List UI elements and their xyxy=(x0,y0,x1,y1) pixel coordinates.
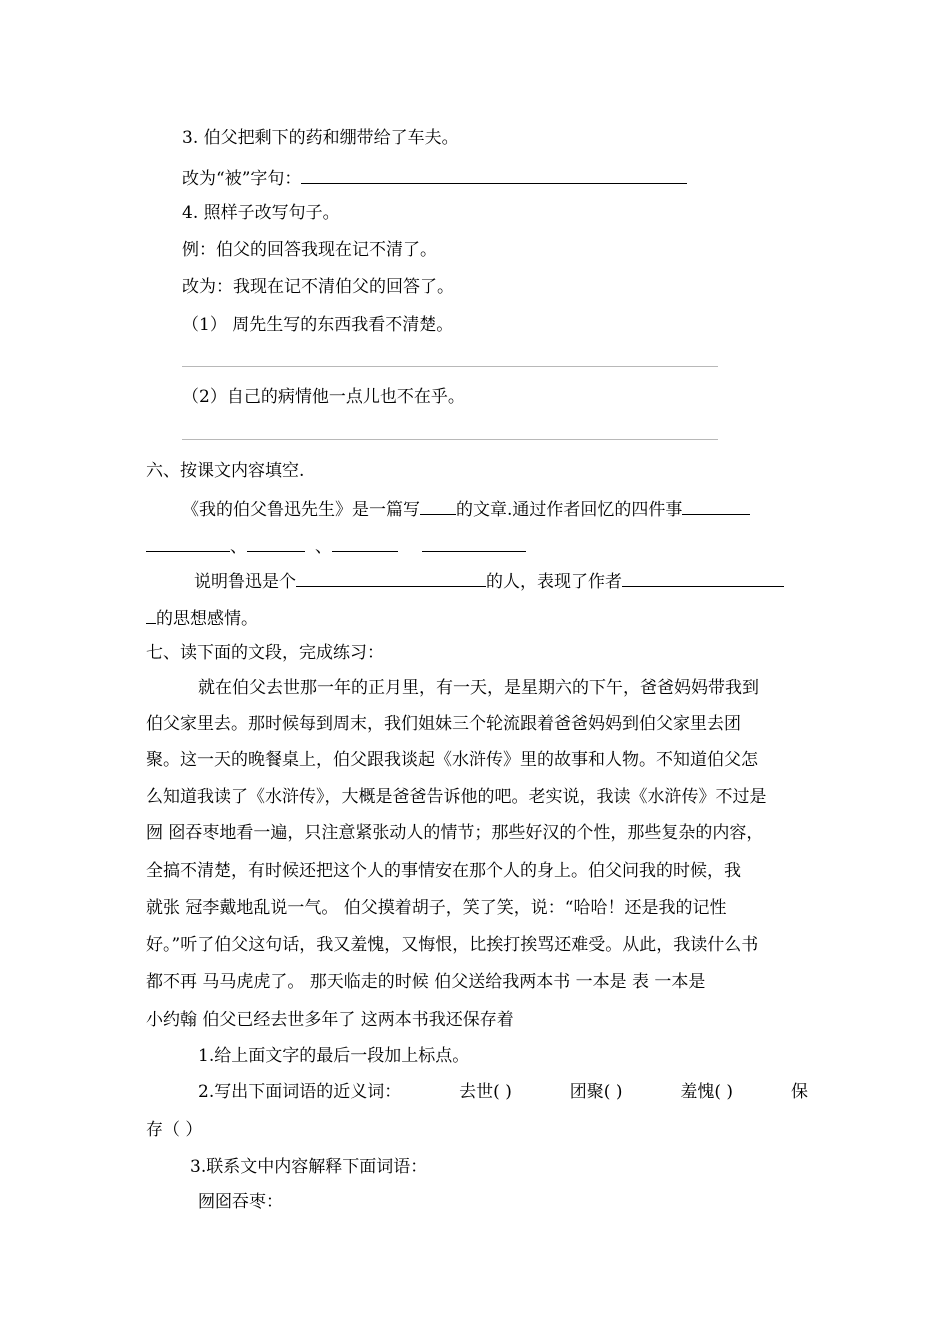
section-6-text-b: 的文章.通过作者回忆的四件事 xyxy=(456,500,683,520)
blank-event-2[interactable] xyxy=(247,533,305,552)
exercise-3: 3.联系文中内容解释下面词语： xyxy=(190,1157,428,1177)
passage-line: 就张 冠李戴地乱说一气。 伯父摸着胡子，笑了笑，说：“哈哈！还是我的记性 xyxy=(146,898,727,918)
answer-line-2[interactable] xyxy=(182,439,718,440)
passage-line: 小约翰 伯父已经去世多年了 这两本书我还保存着 xyxy=(146,1010,514,1030)
question-3-instruction-label: 改为“被”字句： xyxy=(182,169,302,189)
section-6-line-3 xyxy=(194,568,784,593)
blank-topic[interactable] xyxy=(420,496,456,515)
blank-event-3[interactable] xyxy=(332,533,398,552)
section-6-text-c: 说明鲁迅是个 xyxy=(194,572,296,592)
section-6-line-2 xyxy=(146,533,526,558)
question-4: 4. 照样子改写句子。 xyxy=(182,203,340,223)
separator-2: 、 xyxy=(315,537,332,557)
section-6-text-e: 的思想感情。 xyxy=(156,609,258,629)
synonym-blank[interactable]: 羞愧( ) xyxy=(680,1082,734,1102)
blank-event-1a[interactable] xyxy=(682,496,750,515)
passage-line: 伯父家里去。那时候每到周末，我们姐妹三个轮流跟着爸爸妈妈到伯父家里去团 xyxy=(146,714,741,734)
example-sentence: 例：伯父的回答我现在记不清了。 xyxy=(182,240,437,260)
section-6-line-1 xyxy=(182,496,750,521)
item-1: （1） 周先生写的东西我看不清楚。 xyxy=(182,315,454,335)
synonym-blank[interactable]: 去世( ) xyxy=(459,1082,512,1102)
item-2: （2）自己的病情他一点儿也不在乎。 xyxy=(182,387,465,407)
blank-feeling-b[interactable] xyxy=(146,605,156,624)
passage-line: 聚。这一天的晚餐桌上，伯父跟我谈起《水浒传》里的故事和人物。不知道伯父怎 xyxy=(146,750,758,770)
section-6-text-a: 《我的伯父鲁迅先生》是一篇写 xyxy=(182,500,420,520)
exercise-1: 1.给上面文字的最后一段加上标点。 xyxy=(198,1046,470,1066)
passage-line: 就在伯父去世那一年的正月里，有一天，是星期六的下午，爸爸妈妈带我到 xyxy=(198,678,759,698)
blank-event-1b[interactable] xyxy=(146,533,230,552)
answer-blank[interactable] xyxy=(301,165,687,184)
question-3: 3. 伯父把剩下的药和绷带给了车夫。 xyxy=(182,128,459,148)
question-3-instruction xyxy=(182,165,687,190)
synonym-blank[interactable]: 存（ ） xyxy=(146,1120,203,1140)
passage-line: 全搞不清楚，有时候还把这个人的事情安在那个人的身上。伯父问我的时候，我 xyxy=(146,861,741,881)
blank-feeling-a[interactable] xyxy=(622,568,784,587)
passage-line: 都不再 马马虎虎了。 那天临走的时候 伯父送给我两本书 一本是 表 一本是 xyxy=(146,972,706,992)
blank-person[interactable] xyxy=(296,568,486,587)
section-6-title: 六、按课文内容填空. xyxy=(146,461,305,481)
synonym-word-start: 保 xyxy=(791,1082,808,1102)
passage-line: 好。”听了伯父这句话，我又羞愧，又悔恨，比挨打挨骂还难受。从此，我读什么书 xyxy=(146,935,759,955)
section-7-title: 七、读下面的文段，完成练习： xyxy=(146,643,384,663)
section-6-text-d: 的人，表现了作者 xyxy=(486,572,622,592)
section-6-line-4 xyxy=(146,605,258,630)
example-answer: 改为：我现在记不清伯父的回答了。 xyxy=(182,277,454,297)
exercise-3-word: 囫囵吞枣： xyxy=(198,1192,283,1212)
exercise-2-label: 2.写出下面词语的近义词： xyxy=(198,1082,402,1102)
blank-event-4[interactable] xyxy=(422,533,526,552)
passage-line: 么知道我读了《水浒传》，大概是爸爸告诉他的吧。老实说，我读《水浒传》不过是 xyxy=(146,787,767,807)
separator-1: 、 xyxy=(230,537,247,557)
answer-line-1[interactable] xyxy=(182,366,718,367)
passage-line: 囫 囵吞枣地看一遍，只注意紧张动人的情节；那些好汉的个性，那些复杂的内容， xyxy=(146,823,764,843)
exercise-2 xyxy=(198,1081,808,1103)
synonym-blank[interactable]: 团聚( ) xyxy=(569,1082,623,1102)
